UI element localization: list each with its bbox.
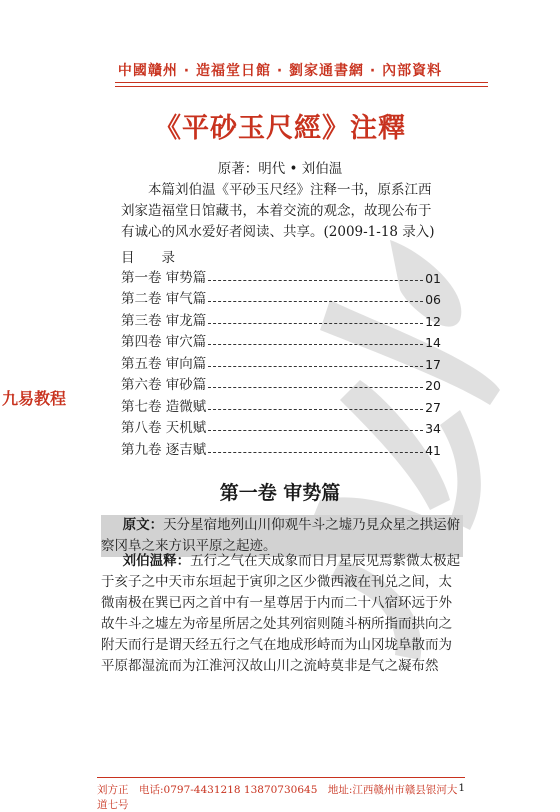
toc-entry-label: 第四卷 审穴篇 xyxy=(121,334,207,350)
toc-leader xyxy=(208,452,423,453)
toc-entry[interactable] xyxy=(121,264,441,286)
toc-entry-page: 41 xyxy=(425,442,441,458)
toc-entry-label: 第二卷 审气篇 xyxy=(121,291,207,307)
author-line: 原著：明代 • 刘伯温 xyxy=(217,161,343,177)
toc-entry-label: 第八卷 天机赋 xyxy=(121,420,207,436)
toc-entry-label: 第五卷 审向篇 xyxy=(121,355,207,372)
toc-entry-page: 12 xyxy=(425,313,441,329)
toc-entry-page: 17 xyxy=(425,356,441,372)
intro-paragraph: 本篇刘伯温《平砂玉尺经》注释一书，原系江西刘家造福堂日馆藏书，本着交流的观念，故现公布于有诚心的风水爱好者阅读、共享。(2009-1-18 录入) xyxy=(121,182,435,240)
toc-leader xyxy=(208,366,423,367)
toc-leader xyxy=(208,344,423,345)
toc-leader xyxy=(208,409,423,410)
document-title: 《平砂玉尺經》注釋 xyxy=(154,113,406,144)
original-text-label: 原文： xyxy=(122,517,164,533)
toc-leader xyxy=(208,323,423,324)
toc-entry-label: 第一卷 审势篇 xyxy=(121,269,207,286)
toc-entry-label: 第九卷 逐吉赋 xyxy=(121,441,207,458)
page-footer xyxy=(97,782,465,812)
chapter-heading: 第一卷 审势篇 xyxy=(219,482,341,504)
series-header: 中國贛州 · 造福堂日館 · 劉家通書網 · 內部資料 xyxy=(117,63,443,79)
footer-rule xyxy=(97,777,465,778)
toc-entry-page: 06 xyxy=(425,292,441,307)
toc-entry[interactable] xyxy=(121,350,441,372)
header-rule xyxy=(115,82,488,83)
toc-entry-page: 01 xyxy=(425,270,441,286)
toc-entry-page: 27 xyxy=(425,399,441,415)
footer-contact: 刘方正 电话:0797-4431218 13870730645 地址:江西赣州市赣县银河大道七号 xyxy=(97,784,458,811)
page-number: 1 xyxy=(458,782,465,794)
toc-entry-label: 第六卷 审砂篇 xyxy=(121,377,207,393)
toc-leader xyxy=(208,280,423,281)
toc-entry[interactable] xyxy=(121,286,441,308)
commentary-label: 刘伯温释： xyxy=(122,553,191,569)
toc-entry-page: 34 xyxy=(425,421,441,436)
toc-entry-label: 第三卷 审龙篇 xyxy=(121,312,207,329)
side-label: 九易教程 xyxy=(2,389,67,408)
toc-leader xyxy=(208,387,423,388)
original-text-body: 天分星宿地列山川仰观牛斗之墟乃見众星之拱运俯察冈阜之来方识平原之起迹。 xyxy=(101,517,461,554)
commentary-block xyxy=(101,551,463,677)
toc-leader xyxy=(208,301,423,302)
toc-entry-page: 20 xyxy=(425,378,441,393)
toc-leader xyxy=(208,430,423,431)
toc-entry-page: 14 xyxy=(425,335,441,350)
toc-heading: 目 录 xyxy=(121,250,175,266)
toc-entry-label: 第七卷 造微赋 xyxy=(121,398,207,415)
toc-entry[interactable] xyxy=(121,436,441,458)
commentary-body: 五行之气在天成象而日月星辰见焉紫微太极起于亥子之中天市东垣起于寅卯之区少微西液在刊兑之间，太微南极在巽已丙之首中有一星尊居于内而二十八宿环远于外故牛斗之墟左为帝星所居之处其列宿则随斗柄所指而拱向之附天而行是谓天经五行之气在地成形峙而为山冈垅阜散而为平原都湿流而为江淮河汉故山川之流峙莫非是气之凝布然 xyxy=(101,553,461,674)
table-of-contents xyxy=(121,264,441,458)
header-rule-thin xyxy=(115,86,488,87)
toc-entry[interactable] xyxy=(121,393,441,415)
toc-entry[interactable] xyxy=(121,307,441,329)
toc-entry[interactable] xyxy=(121,329,441,351)
toc-entry[interactable] xyxy=(121,372,441,394)
toc-entry[interactable] xyxy=(121,415,441,437)
